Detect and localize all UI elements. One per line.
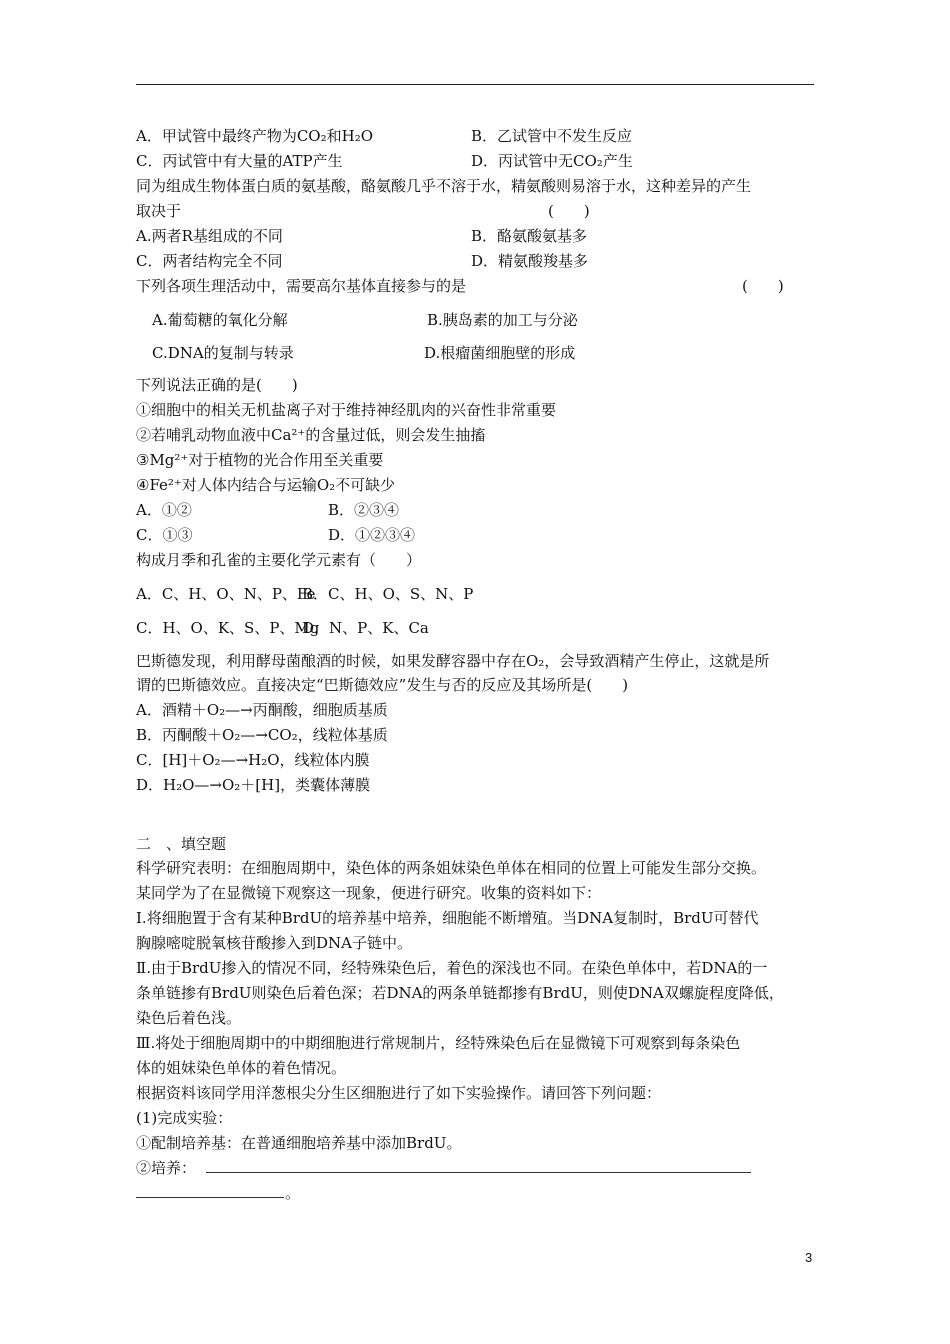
pasteur-option-d: D．H₂O—→O₂＋[H]，类囊体薄膜 <box>136 776 371 794</box>
amino-option-a: A.两者R基组成的不同 <box>136 227 283 245</box>
ion-option-b: B．②③④ <box>328 501 400 519</box>
section-paragraph-1: 科学研究表明：在细胞周期中，染色体的两条姐妹染色单体在相同的位置上可能发生部分交换。 <box>136 859 767 877</box>
material-2c: 染色后着色浅。 <box>136 1009 242 1027</box>
step-2-blank-2[interactable] <box>136 1183 284 1203</box>
prev-option-a: A．甲试管中最终产物为CO₂和H₂O <box>136 127 374 145</box>
ion-option-a: A．①② <box>136 501 192 519</box>
material-3: Ⅲ.将处于细胞周期中的中期细胞进行常规制片，经特殊染色后在显微镜下可观察到每条染色 <box>136 1034 741 1052</box>
prev-option-c: C．丙试管中有大量的ATP产生 <box>136 152 343 170</box>
prev-option-b: B．乙试管中不发生反应 <box>471 127 633 145</box>
step-1: ①配制培养基：在普通细胞培养基中添加BrdU。 <box>136 1134 462 1152</box>
amino-option-c: C．两者结构完全不同 <box>136 252 283 270</box>
prev-option-d: D．丙试管中无CO₂产生 <box>471 152 633 170</box>
golgi-question-stem: 下列各项生理活动中，需要高尔基体直接参与的是 <box>136 277 467 295</box>
section-paragraph-1b: 某同学为了在显微镜下观察这一现象，便进行研究。收集的资料如下： <box>136 884 602 902</box>
ion-option-d: D．①②③④ <box>328 526 416 544</box>
golgi-option-b: B.胰岛素的加工与分泌 <box>427 311 578 329</box>
golgi-answer-paren: ( ) <box>742 277 784 295</box>
material-2: Ⅱ.由于BrdU掺入的情况不同，经特殊染色后，着色的深浅也不同。在染色单体中，若DNA的一 <box>136 959 768 977</box>
ion-statement-3: ③Mg²⁺对于植物的光合作用至关重要 <box>136 451 384 469</box>
amino-question-stem: 同为组成生物体蛋白质的氨基酸，酪氨酸几乎不溶于水，精氨酸则易溶于水，这种差异的产生 <box>136 177 752 195</box>
pasteur-question-stem: 巴斯德发现，利用酵母菌酿酒的时候，如果发酵容器中存在O₂，会导致酒精产生停止，这就是所 <box>136 652 770 670</box>
step-2-blank[interactable] <box>206 1158 751 1178</box>
pasteur-option-c: C．[H]＋O₂—→H₂O，线粒体内膜 <box>136 751 370 769</box>
element-option-a: A．C、H、O、N、P、Fe <box>136 585 316 603</box>
material-2b: 条单链掺有BrdU则染色后着色深；若DNA的两条单链都掺有BrdU，则使DNA双螺旋程度降低， <box>136 984 784 1002</box>
amino-option-b: B．酪氨酸氨基多 <box>471 227 588 245</box>
step-2-end: 。 <box>285 1184 301 1202</box>
ion-statement-1: ①细胞中的相关无机盐离子对于维持神经肌肉的兴奋性非常重要 <box>136 401 557 419</box>
pasteur-option-a: A．酒精＋O₂—→丙酮酸，细胞质基质 <box>136 701 388 719</box>
step-2-label: ②培养： <box>136 1159 197 1177</box>
material-1b: 胸腺嘧啶脱氧核苷酸掺入到DNA子链中。 <box>136 934 412 952</box>
amino-answer-paren: ( ) <box>548 202 590 220</box>
amino-option-d: D．精氨酸羧基多 <box>471 252 589 270</box>
ion-statement-2: ②若哺乳动物血液中Ca²⁺的含量过低，则会发生抽搐 <box>136 426 486 444</box>
ion-statement-4: ④Fe²⁺对人体内结合与运输O₂不可缺少 <box>136 476 396 494</box>
element-option-c: C．H、O、K、S、P、Mg <box>136 619 320 637</box>
sub-question-1: (1)完成实验： <box>136 1109 233 1127</box>
element-option-d: D．N、P、K、Ca <box>302 619 429 637</box>
element-question-stem: 构成月季和孔雀的主要化学元素有（ ） <box>136 551 422 569</box>
ion-question-stem: 下列说法正确的是( ) <box>136 376 298 394</box>
section-paragraph-2: 根据资料该同学用洋葱根尖分生区细胞进行了如下实验操作。请回答下列问题： <box>136 1084 662 1102</box>
ion-option-c: C．①③ <box>136 526 193 544</box>
material-3b: 体的姐妹染色单体的着色情况。 <box>136 1059 347 1077</box>
header-rule <box>136 84 814 85</box>
amino-question-stem-2: 取决于 <box>136 202 182 220</box>
golgi-option-d: D.根瘤菌细胞壁的形成 <box>424 344 576 362</box>
element-option-b: B．C、H、O、S、N、P <box>302 585 474 603</box>
golgi-option-c: C.DNA的复制与转录 <box>152 344 294 362</box>
section-heading: 二 、填空题 <box>136 835 227 853</box>
page-number: 3 <box>805 1250 813 1265</box>
golgi-option-a: A.葡萄糖的氧化分解 <box>152 311 288 329</box>
pasteur-option-b: B．丙酮酸＋O₂—→CO₂，线粒体基质 <box>136 726 388 744</box>
material-1: Ⅰ.将细胞置于含有某种BrdU的培养基中培养，细胞能不断增殖。当DNA复制时，BrdU可替代 <box>136 909 759 927</box>
pasteur-question-stem-2: 谓的巴斯德效应。直接决定“巴斯德效应”发生与否的反应及其场所是( ) <box>136 676 629 694</box>
